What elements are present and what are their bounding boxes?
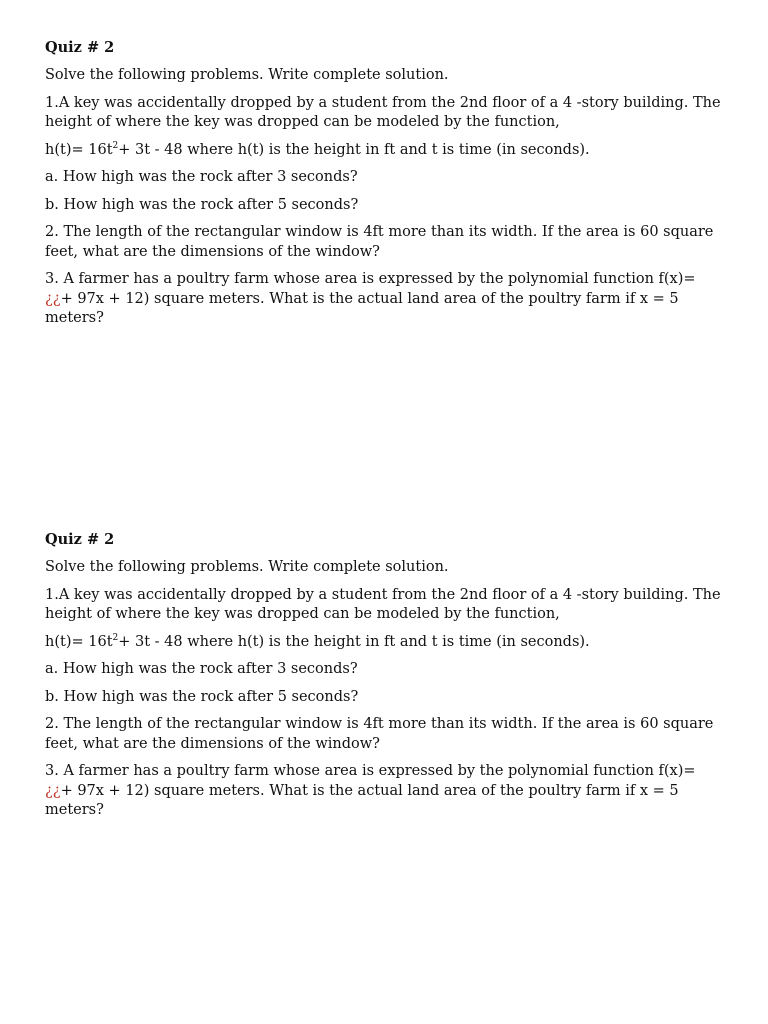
problem-1-formula [45, 141, 725, 161]
quiz-section-2 [45, 530, 725, 829]
quiz-instructions: Solve the following problems. Write complete solution. [45, 559, 449, 575]
formula-start: h(t)= 16t [45, 141, 113, 158]
question-b: b. How high was the rock after 5 seconds? [45, 196, 359, 213]
problem-1-formula [45, 633, 725, 653]
problem-1-text: 1.A key was accidentally dropped by a student from the 2nd floor of a 4 -story building. The height of where the key was dropped can be modeled by the function, [45, 94, 721, 130]
formula-rest: + 3t - 48 where h(t) is the height in ft and t is time (in seconds). [118, 633, 590, 650]
formula-rest: + 3t - 48 where h(t) is the height in ft and t is time (in seconds). [118, 141, 590, 158]
problem-3-rest: + 97x + 12) square meters. What is the actual land area of the poultry farm if x = 5 meters? [45, 290, 679, 326]
quiz-title: Quiz # 2 [45, 531, 115, 548]
formula-start: h(t)= 16t [45, 633, 113, 650]
quiz-instructions: Solve the following problems. Write complete solution. [45, 67, 449, 83]
formula-exponent: 2 [112, 632, 119, 643]
question-a: a. How high was the rock after 3 seconds? [45, 169, 358, 185]
problem-3-text [45, 762, 725, 821]
problem-3-start: 3. A farmer has a poultry farm whose area is expressed by the polynomial function f(x)= [45, 271, 696, 287]
quiz-title: Quiz # 2 [45, 39, 115, 56]
problem-3-text [45, 270, 725, 329]
question-a: a. How high was the rock after 3 seconds? [45, 661, 358, 677]
problem-3-start: 3. A farmer has a poultry farm whose area is expressed by the polynomial function f(x)= [45, 763, 696, 779]
problem-2-text: 2. The length of the rectangular window is 4ft more than its width. If the area is 60 square feet, what are the dimensions of the window? [45, 716, 714, 752]
question-b: b. How high was the rock after 5 seconds? [45, 688, 359, 705]
formula-exponent: 2 [112, 140, 119, 151]
problem-2-text: 2. The length of the rectangular window is 4ft more than its width. If the area is 60 square feet, what are the dimensions of the window? [45, 224, 714, 260]
broken-glyph: ¿¿ [45, 290, 61, 307]
broken-glyph: ¿¿ [45, 782, 61, 799]
quiz-section-1 [45, 38, 725, 337]
problem-3-rest: + 97x + 12) square meters. What is the actual land area of the poultry farm if x = 5 meters? [45, 782, 679, 818]
problem-1-text: 1.A key was accidentally dropped by a student from the 2nd floor of a 4 -story building. The height of where the key was dropped can be modeled by the function, [45, 586, 721, 622]
